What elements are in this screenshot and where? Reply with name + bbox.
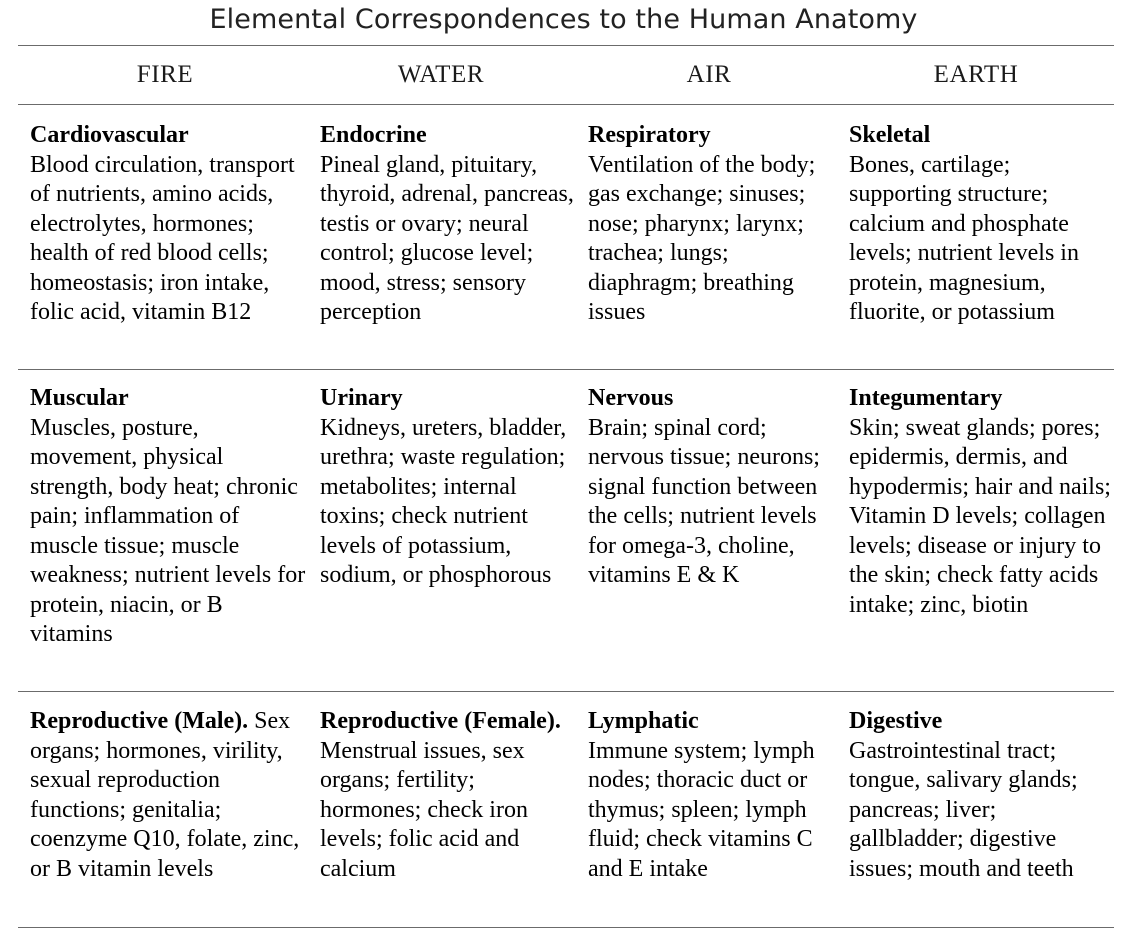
row-divider (18, 369, 1114, 370)
table-cell-cardiovascular (30, 121, 310, 328)
table-cell-skeletal (849, 121, 1114, 328)
table-cell-lymphatic (588, 707, 836, 884)
system-name: Respiratory (588, 122, 711, 148)
table-cell-respiratory (588, 121, 843, 328)
system-name: Lymphatic (588, 708, 699, 734)
system-description: Brain; spinal cord; nervous tissue; neurons; signal function between the cells; nutrient levels for omega-3, choline, vitamins E & K (588, 414, 820, 588)
system-name: Skeletal (849, 122, 931, 148)
system-name: Endocrine (320, 122, 427, 148)
table-cell-reproductive-male (30, 707, 310, 884)
system-description: Gastrointestinal tract; tongue, salivary glands; pancreas; liver; gallbladder; digestive issues; mouth and teeth (849, 737, 1078, 882)
system-name: Reproductive (Male). (30, 708, 249, 734)
system-name: Cardiovascular (30, 122, 189, 148)
system-description: Ventilation of the body; gas exchange; sinuses; nose; pharynx; larynx; trachea; lungs; diaphragm; breathing issues (588, 151, 816, 325)
header-rule (18, 104, 1114, 105)
system-name: Muscular (30, 385, 129, 411)
system-description: Kidneys, ureters, bladder, urethra; waste regulation; metabolites; internal toxins; check nutrient levels of potassium, sodium, or phosphorous (320, 414, 567, 588)
table-cell-nervous (588, 384, 828, 591)
row-divider (18, 691, 1114, 692)
table-cell-muscular (30, 384, 310, 650)
header-water: WATER (397, 61, 485, 88)
table-cell-digestive (849, 707, 1114, 884)
bottom-rule (18, 927, 1114, 928)
system-description: Bones, cartilage; supporting structure; calcium and phosphate levels; nutrient levels in protein, magnesium, fluorite, or potassium (849, 151, 1079, 325)
table-cell-endocrine (320, 121, 582, 328)
system-description: Skin; sweat glands; pores; epidermis, dermis, and hypodermis; hair and nails; Vitamin D levels; collagen levels; disease or injury to the skin; check fatty acids intake; zinc, biotin (849, 414, 1111, 618)
top-rule (18, 45, 1114, 46)
system-name: Integumentary (849, 385, 1003, 411)
system-name: Reproductive (Female). (320, 708, 561, 734)
header-fire: FIRE (136, 61, 194, 88)
system-name: Urinary (320, 385, 403, 411)
system-description: Menstrual issues, sex organs; fertility; hormones; check iron levels; folic acid and calcium (320, 737, 528, 882)
table-cell-urinary (320, 384, 582, 591)
table-cell-reproductive-female (320, 707, 582, 884)
system-name: Nervous (588, 385, 674, 411)
system-description: Pineal gland, pituitary, thyroid, adrenal, pancreas, testis or ovary; neural control; glucose level; mood, stress; sensory perception (320, 151, 574, 325)
system-description: Blood circulation, transport of nutrients, amino acids, electrolytes, hormones; health of red blood cells; homeostasis; iron intake, folic acid, vitamin B12 (30, 151, 295, 325)
system-description: Sex organs; hormones, virility, sexual reproduction functions; genitalia; coenzyme Q10, folate, zinc, or B vitamin levels (30, 708, 300, 882)
system-description: Muscles, posture, movement, physical strength, body heat; chronic pain; inflammation of muscle tissue; muscle weakness; nutrient levels for protein, niacin, or B vitamins (30, 414, 306, 647)
system-description: Immune system; lymph nodes; thoracic duct or thymus; spleen; lymph fluid; check vitamins C and E intake (588, 737, 815, 882)
system-name: Digestive (849, 708, 943, 734)
header-air: AIR (686, 61, 732, 88)
table-title: Elemental Correspondences to the Human Anatomy (209, 4, 918, 35)
table-cell-integumentary (849, 384, 1114, 620)
header-earth: EARTH (933, 61, 1019, 88)
